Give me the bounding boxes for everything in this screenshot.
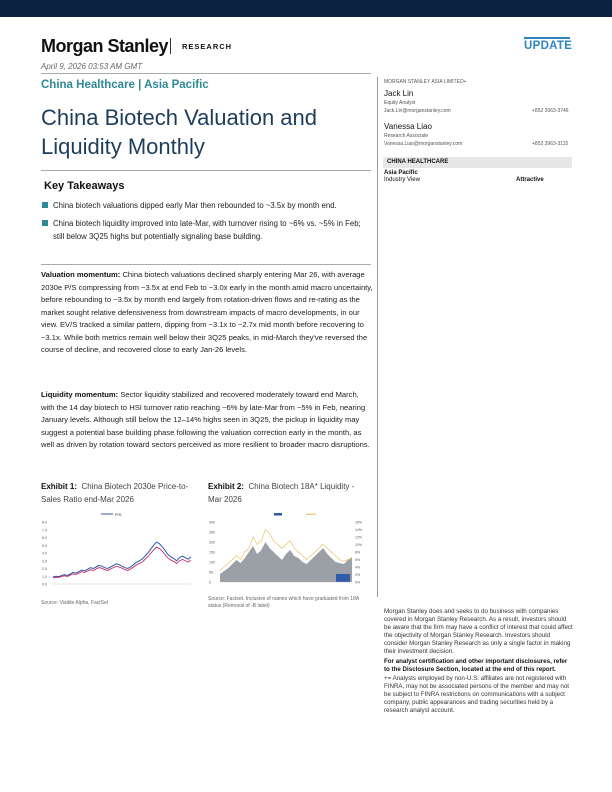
legend-swatch — [274, 513, 282, 516]
research-label: RESEARCH — [182, 42, 233, 51]
y-tick-label: 2.0 — [42, 567, 47, 571]
analyst-role: Equity Analyst — [384, 100, 416, 106]
update-rule — [524, 37, 570, 39]
exhibit-1-title — [41, 481, 201, 506]
chart-background — [41, 510, 196, 594]
paragraph-lead: Valuation momentum: — [41, 270, 121, 279]
analyst-email[interactable]: Jack.Lin@morganstanley.com — [384, 108, 451, 114]
recent-turnover-bar — [336, 574, 350, 582]
divider — [41, 264, 371, 265]
page-title: China Biotech Valuation and Liquidity Monthly — [41, 105, 318, 159]
brand-logo: Morgan Stanley — [41, 36, 169, 56]
exhibit-caption: China Biotech 2030e Price-to-Sales Ratio end-Mar 2026 — [41, 482, 189, 504]
y-tick-label: 150 — [209, 550, 215, 555]
y-tick-label: 6.0 — [42, 536, 47, 540]
analyst-phone: +852 3963-3115 — [532, 141, 569, 147]
exhibit-caption: China Biotech 18A* Liquidity - Mar 2026 — [208, 482, 355, 504]
exhibit-label: Exhibit 1: — [41, 482, 78, 491]
exhibit-2-title — [208, 481, 368, 506]
analyst-contact — [384, 108, 574, 116]
y-tick-label: 200 — [209, 540, 215, 545]
y2-tick-label: 6% — [355, 558, 361, 562]
report-date: April 9, 2026 03:53 AM GMT — [41, 62, 143, 71]
legend-label: P/S — [115, 512, 122, 517]
y-tick-label: 300 — [209, 520, 215, 525]
section-tag: China Healthcare | Asia Pacific — [41, 79, 209, 91]
exhibit-label: Exhibit 2: — [208, 482, 245, 491]
valuation-paragraph — [41, 269, 373, 357]
y2-tick-label: 12% — [355, 535, 363, 540]
y-tick-label: 250 — [209, 530, 215, 535]
exhibit-1-source: Source: Visible Alpha, FactSet — [41, 600, 109, 606]
disclaimer-text: Morgan Stanley does and seeks to do business with companies covered in Morgan Stanley Research. As a result, investors should be aware that the firm may have a conflict of interest that could affect the objectivity of Morgan Stanley Research. Investors should consider Morgan Stanley Research as only a single factor in making their investment decision. — [384, 608, 573, 655]
y-tick-label: 8.0 — [42, 520, 47, 525]
paragraph-text: Sector liquidity stabilized and recovered moderately toward end March, with the 14 day biotech to HSI turnover ratio reaching ~6% by late-Mar from ~5% in Feb, nearing January levels. Although still below the 12–14% highs seen in 3Q25, the pickup in liquidity may suggest a potential base building phase following the valuation correction early in the month, as well as driven by rotation toward sectors perceived as more resilient to broader macro disruptions. — [41, 390, 370, 449]
list-item — [41, 199, 366, 212]
divider — [41, 73, 371, 74]
industry-view-value: Attractive — [516, 177, 544, 183]
logo-divider — [170, 38, 171, 54]
y-tick-label: 5.0 — [42, 543, 47, 548]
finra-note: += Analysts employed by non-U.S. affiliates are not registered with FINRA, may not be associated persons of the member and may not be subject to FINRA restrictions on communications with a subject company, public appearances and trading securities held by a research analyst account. — [384, 675, 570, 714]
industry-heading: CHINA HEALTHCARE — [383, 157, 572, 168]
industry-region: Asia Pacific — [384, 170, 418, 176]
analyst-name: Jack Lin — [384, 89, 414, 98]
paragraph-lead: Liquidity momentum: — [41, 390, 119, 399]
firm-name: MORGAN STANLEY ASIA LIMITED+ — [384, 79, 467, 85]
y2-tick-label: 14% — [355, 528, 363, 532]
analyst-contact — [384, 141, 574, 149]
y2-tick-label: 16% — [355, 520, 363, 525]
liquidity-paragraph — [41, 389, 373, 452]
exhibit-2-chart — [208, 510, 370, 590]
column-divider — [377, 77, 378, 597]
y-tick-label: 3.0 — [42, 559, 47, 564]
key-takeaways-heading: Key Takeaways — [44, 180, 125, 192]
y-tick-label: 0 — [209, 580, 211, 585]
industry-block — [384, 170, 574, 186]
update-badge: UPDATE — [524, 40, 573, 52]
takeaway-text: China biotech valuations dipped early Mar then rebounded to ~3.5x by month end. — [53, 201, 337, 210]
y-tick-label: 1.0 — [42, 574, 47, 579]
disclaimer — [384, 608, 574, 715]
y2-tick-label: 10% — [355, 543, 363, 547]
analyst-email[interactable]: Vanessa.Liao@morganstanley.com — [384, 141, 463, 147]
divider — [41, 170, 371, 171]
y2-tick-label: 2% — [355, 573, 361, 577]
list-item — [41, 217, 366, 243]
y-tick-label: 100 — [209, 560, 215, 565]
y2-tick-label: 4% — [355, 565, 361, 570]
y2-tick-label: 8% — [355, 550, 361, 555]
y-tick-label: 50 — [209, 570, 213, 575]
y-tick-label: 7.0 — [42, 528, 47, 533]
y-tick-label: 4.0 — [42, 551, 47, 556]
analyst-name: Vanessa Liao — [384, 122, 432, 131]
industry-view-row — [384, 177, 574, 186]
y-tick-label: 0.0 — [42, 582, 47, 587]
industry-view-label: Industry View — [384, 177, 420, 183]
exhibit-2-source: Source: Factset. Inclusive of names which have graduated from 18A status (Removal of -B label) — [208, 596, 359, 609]
takeaway-text: China biotech liquidity improved into late-Mar, with turnover rising to ~6% vs. ~5% in Feb; still below 3Q25 highs but potentially signaling base building. — [53, 219, 361, 241]
bullet-icon — [42, 220, 48, 226]
exhibit-1-chart — [41, 510, 196, 594]
bullet-icon — [42, 202, 48, 208]
paragraph-text: China biotech valuations declined sharply entering Mar 26, with average 2030e P/S compressing from ~3.5x at end Feb to ~3.0x early in the month amid macro uncertainty, before rebounding to ~3.5x by month end largely from rotation-driven flows and re-rating as the market sought relative defensiveness from downstream impacts of macro developments, in our view. EV/S tracked a similar pattern, dipping from ~3.1x to ~2.7x mid month before recovering to ~3.1x. While both metrics remain well below their 3Q25 peaks, in mid-March they've reversed the course of decline, and recovered close to early Jan-26 levels. — [41, 270, 373, 354]
top-banner — [0, 0, 612, 17]
analyst-block — [384, 79, 574, 149]
y2-tick-label: 0% — [355, 580, 361, 585]
key-takeaways-list — [41, 199, 366, 248]
analyst-phone: +852 3963-3746 — [532, 108, 569, 114]
disclosure-note: For analyst certification and other important disclosures, refer to the Disclosure Section, located at the end of this report. — [384, 658, 568, 673]
analyst-role: Research Associate — [384, 133, 429, 139]
